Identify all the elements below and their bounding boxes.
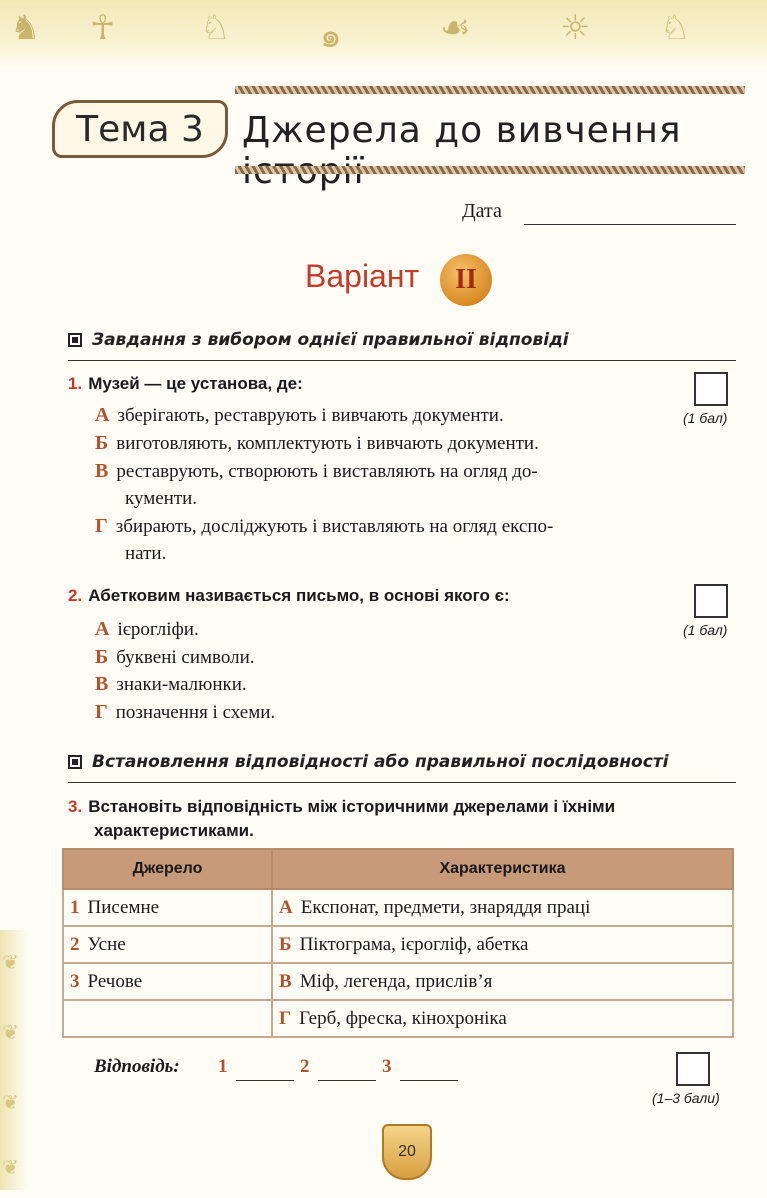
- spiral-icon: ๑: [320, 16, 342, 56]
- option-g-continued: [125, 540, 765, 567]
- section-heading: [68, 752, 736, 783]
- deer-icon: ♞: [10, 8, 41, 48]
- question-number: 1.: [68, 374, 83, 393]
- source-cell: [63, 963, 272, 1000]
- option-text: позначення і схеми.: [115, 702, 276, 723]
- question-2: [68, 586, 510, 606]
- section-square-icon: [68, 333, 82, 347]
- source-text: Писемне: [87, 896, 160, 918]
- topic-label: Тема 3: [76, 108, 204, 150]
- page-title: Джерела до вивчення: [242, 110, 682, 151]
- row-number: 1: [70, 896, 80, 918]
- variant-label: Варіант: [305, 258, 420, 294]
- question-text: характеристиками.: [94, 821, 254, 840]
- option-letter: Г: [95, 515, 108, 537]
- bird-icon: ☙: [440, 8, 471, 48]
- answer-box-q1[interactable]: [694, 372, 728, 406]
- figure-icon: ☥: [90, 8, 116, 48]
- answer-field-1[interactable]: [236, 1080, 294, 1081]
- characteristic-text: Піктограма, ієрогліф, абетка: [299, 933, 529, 955]
- answer-field-3[interactable]: [400, 1080, 458, 1081]
- option-text: реставрують, створюють і виставляють на огляд до-: [116, 461, 538, 482]
- source-cell: [63, 926, 272, 963]
- option-v[interactable]: [95, 458, 735, 485]
- points-label: (1 бал): [683, 622, 728, 638]
- question-text: Музей — це установа, де:: [88, 374, 303, 393]
- footprints-decoration: ❦ ❦ ❦ ❦: [0, 930, 28, 1190]
- column-header-characteristic: Характеристика: [272, 849, 733, 889]
- source-text: Усне: [87, 933, 126, 955]
- characteristic-text: Експонат, предмети, знаряддя праці: [300, 896, 591, 918]
- variant-badge: [440, 254, 492, 306]
- characteristic-cell: [272, 926, 733, 963]
- option-letter: А: [95, 404, 110, 426]
- date-label: Дата: [462, 200, 502, 222]
- option-v[interactable]: [95, 671, 735, 698]
- table-header-row: [63, 849, 733, 889]
- row-letter: А: [279, 896, 293, 918]
- characteristic-text: Міф, легенда, прислів’я: [299, 970, 493, 992]
- option-letter: В: [95, 673, 109, 695]
- option-letter: В: [95, 460, 109, 482]
- table-row: [63, 1000, 733, 1037]
- characteristic-cell: [272, 963, 733, 1000]
- row-letter: В: [279, 970, 292, 992]
- section-heading: [68, 330, 736, 361]
- option-a[interactable]: [95, 402, 735, 429]
- answer-number: 2: [300, 1056, 310, 1077]
- answer-box-q2[interactable]: [694, 584, 728, 618]
- rope-divider-bottom: [235, 166, 745, 174]
- option-text: ієрогліфи.: [117, 619, 199, 640]
- option-v-continued: [125, 485, 765, 512]
- table-row: [63, 963, 733, 1000]
- source-cell: [63, 889, 272, 926]
- question-number: 3.: [68, 797, 83, 816]
- points-label: (1–3 бали): [652, 1090, 720, 1106]
- column-header-source: Джерело: [63, 849, 272, 889]
- option-text: зберігають, реставрують і вивчають документи.: [117, 405, 504, 426]
- decorative-banner: [0, 0, 767, 68]
- answer-label: Відповідь:: [94, 1056, 180, 1077]
- option-text: збирають, досліджують і виставляють на огляд експо-: [115, 516, 554, 537]
- sun-icon: ☼: [560, 8, 591, 48]
- topic-badge: [52, 100, 228, 158]
- answer-number: 3: [382, 1056, 392, 1077]
- question-text: Абетковим називається письмо, в основі якого є:: [88, 586, 510, 605]
- table-row: [63, 926, 733, 963]
- variant-number: II: [455, 264, 477, 295]
- option-letter: Б: [95, 432, 109, 454]
- question-1: [68, 374, 303, 394]
- date-field[interactable]: [524, 224, 736, 225]
- points-label: (1 бал): [683, 410, 728, 426]
- page-number-badge: [382, 1124, 432, 1180]
- option-letter: Б: [95, 646, 109, 668]
- section-square-icon: [68, 755, 82, 769]
- score-box-q3[interactable]: [676, 1052, 710, 1086]
- animal-icon: ♘: [660, 8, 691, 48]
- row-letter: Г: [279, 1007, 292, 1029]
- question-text: Встановіть відповідність між історичними джерелами і їхніми: [88, 797, 616, 816]
- option-g[interactable]: [95, 699, 735, 726]
- option-g[interactable]: [95, 513, 735, 540]
- option-b[interactable]: [95, 644, 735, 671]
- answer-field-2[interactable]: [318, 1080, 376, 1081]
- option-text: нати.: [125, 543, 167, 564]
- option-text: кументи.: [125, 488, 198, 509]
- answer-number: 1: [218, 1056, 228, 1077]
- matching-table: [62, 848, 734, 1038]
- characteristic-cell: [272, 1000, 733, 1037]
- option-letter: Г: [95, 701, 108, 723]
- characteristic-cell: [272, 889, 733, 926]
- option-text: знаки-малюнки.: [116, 674, 247, 695]
- section-title: Встановлення відповідності або правильної послідовності: [92, 752, 669, 772]
- option-letter: А: [95, 618, 110, 640]
- row-number: 3: [70, 970, 80, 992]
- option-text: виготовляють, комплектують і вивчають документи.: [116, 433, 539, 454]
- rope-divider-top: [235, 86, 745, 94]
- table-row: [63, 889, 733, 926]
- question-3: [68, 797, 615, 817]
- section-title: Завдання з вибором однієї правильної відповіді: [92, 330, 569, 350]
- row-letter: Б: [279, 933, 292, 955]
- option-b[interactable]: [95, 430, 735, 457]
- option-a[interactable]: [95, 616, 735, 643]
- source-text: Речове: [87, 970, 143, 992]
- source-cell: [63, 1000, 272, 1037]
- question-3-continued: [94, 821, 254, 841]
- animal-icon: ♘: [200, 8, 231, 48]
- characteristic-text: Герб, фреска, кінохроніка: [299, 1007, 507, 1029]
- question-number: 2.: [68, 586, 83, 605]
- option-text: буквені символи.: [116, 647, 255, 668]
- page-number: 20: [398, 1143, 416, 1160]
- row-number: 2: [70, 933, 80, 955]
